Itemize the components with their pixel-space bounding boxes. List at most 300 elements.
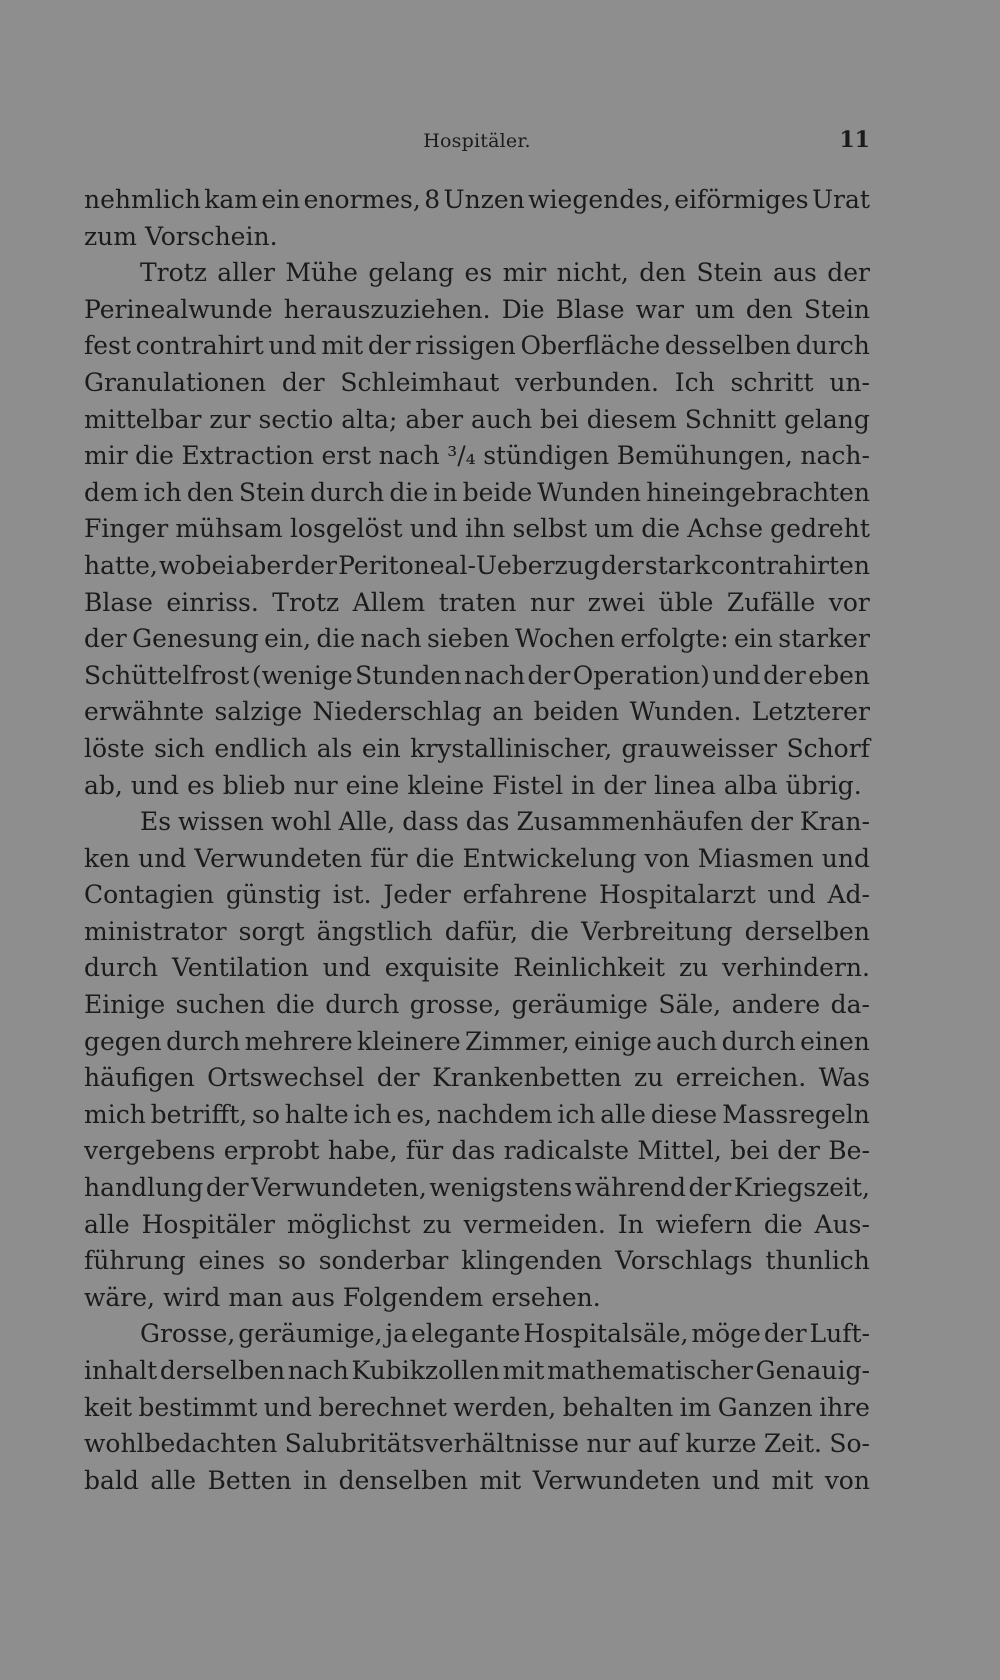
text-line bbox=[84, 1426, 870, 1463]
word: Granulationen bbox=[84, 367, 267, 397]
word: in bbox=[433, 477, 458, 507]
word: verbunden. bbox=[515, 367, 659, 397]
word: nach bbox=[378, 441, 440, 471]
word: während bbox=[574, 1173, 687, 1203]
word: sonderbar bbox=[318, 1246, 449, 1276]
word: möglichst bbox=[286, 1209, 411, 1239]
word: vergebens bbox=[84, 1136, 216, 1166]
word: vor bbox=[828, 587, 870, 617]
word: üble bbox=[658, 587, 714, 617]
text-line bbox=[84, 694, 870, 731]
word: Achse bbox=[687, 514, 763, 544]
word: diese bbox=[650, 1099, 718, 1129]
word: selbst bbox=[512, 514, 588, 544]
text-line bbox=[84, 548, 870, 585]
word: auch bbox=[656, 1026, 718, 1056]
word: Grosse, bbox=[140, 1319, 236, 1349]
text-line bbox=[84, 292, 870, 329]
word: die bbox=[763, 1209, 803, 1239]
page-header bbox=[84, 128, 870, 154]
word: endlich bbox=[214, 733, 308, 763]
word: Kran- bbox=[799, 807, 870, 837]
word: nur bbox=[530, 587, 575, 617]
word: sectio bbox=[258, 404, 334, 434]
word: die bbox=[415, 843, 455, 873]
word: Zusammenhäufen bbox=[516, 807, 744, 837]
word: und bbox=[322, 953, 371, 983]
word: der bbox=[600, 550, 644, 580]
word: Bemühungen, bbox=[616, 441, 793, 471]
word: beiden bbox=[533, 697, 620, 727]
word: und bbox=[711, 1465, 761, 1495]
word: derselben bbox=[744, 916, 870, 946]
word: mit bbox=[502, 1356, 545, 1385]
word: enormes, bbox=[303, 185, 421, 214]
word: losgelöst bbox=[289, 514, 403, 544]
text-line bbox=[84, 511, 870, 548]
word: eine bbox=[345, 770, 400, 800]
word: der bbox=[827, 258, 870, 288]
text-line bbox=[84, 841, 870, 878]
word: und bbox=[263, 1392, 313, 1422]
word: Schnitt bbox=[684, 404, 777, 434]
word: und bbox=[138, 843, 187, 873]
word: Aus- bbox=[814, 1209, 870, 1239]
word: gelang bbox=[368, 258, 455, 288]
word: für bbox=[370, 843, 408, 873]
word: Salubritätsverhältnisse bbox=[284, 1429, 579, 1459]
word: salzige bbox=[214, 697, 303, 727]
word: ein bbox=[361, 733, 401, 763]
text-line bbox=[84, 182, 870, 219]
word: sich bbox=[154, 733, 206, 763]
text-line bbox=[84, 475, 870, 512]
text-line bbox=[84, 731, 870, 768]
word: ken bbox=[84, 843, 131, 873]
word: verhindern. bbox=[722, 953, 870, 983]
word: Contagien bbox=[84, 880, 215, 910]
word: Wunden. bbox=[629, 697, 742, 727]
word: wohl bbox=[270, 807, 332, 837]
word: nach bbox=[360, 624, 422, 654]
text-line bbox=[84, 1463, 870, 1500]
word: möge bbox=[691, 1319, 761, 1349]
word: übrig. bbox=[785, 770, 862, 800]
word: so bbox=[252, 1099, 280, 1129]
word: vermeiden. bbox=[463, 1209, 606, 1239]
word: durch bbox=[310, 477, 385, 507]
word: halte bbox=[284, 1099, 349, 1129]
word: Zeit. bbox=[763, 1429, 822, 1459]
text-line bbox=[84, 1207, 870, 1244]
word: die bbox=[389, 477, 429, 507]
word: für bbox=[405, 1136, 444, 1166]
word: Reinlichkeit bbox=[513, 953, 666, 983]
word: dem bbox=[84, 477, 139, 507]
text-line bbox=[84, 658, 870, 695]
word: und bbox=[409, 514, 458, 544]
word: da- bbox=[830, 990, 870, 1020]
text-line bbox=[84, 328, 870, 365]
word: der bbox=[367, 331, 411, 361]
word: Verwundeten, bbox=[251, 1173, 427, 1203]
word: behalten bbox=[562, 1392, 674, 1422]
word: der bbox=[84, 624, 127, 654]
text-line bbox=[84, 1097, 870, 1134]
word: Ad- bbox=[827, 880, 870, 910]
word: zur bbox=[209, 404, 251, 434]
word: dafür, bbox=[444, 916, 519, 946]
word: alta; bbox=[341, 404, 398, 434]
word: um bbox=[594, 514, 635, 544]
word: der bbox=[281, 367, 325, 397]
word: Alle, bbox=[338, 807, 396, 837]
word: Genesung bbox=[132, 624, 259, 654]
word: herauszuziehen. bbox=[283, 294, 491, 324]
word: nicht, bbox=[556, 258, 629, 288]
word: es bbox=[187, 770, 215, 800]
word: In bbox=[617, 1209, 644, 1239]
word: ängstlich bbox=[316, 916, 433, 946]
word: ein, bbox=[264, 624, 312, 654]
word: bald bbox=[84, 1465, 139, 1495]
word: Verwundeten bbox=[194, 843, 363, 873]
word: wiegendes, bbox=[528, 185, 671, 214]
word: diesem bbox=[586, 404, 677, 434]
word: schritt bbox=[730, 367, 814, 397]
word: Stein bbox=[238, 477, 305, 507]
word: aller bbox=[217, 258, 275, 288]
word: thunlich bbox=[765, 1246, 870, 1276]
word: die bbox=[641, 514, 681, 544]
text-line bbox=[84, 621, 870, 658]
word: auf bbox=[637, 1429, 679, 1459]
word: und bbox=[821, 843, 870, 873]
word: Ortswechsel bbox=[207, 1063, 365, 1093]
word: bestimmt bbox=[138, 1392, 258, 1422]
word: erfolgte: bbox=[620, 624, 729, 654]
word: Trotz bbox=[140, 258, 207, 288]
word: Blase bbox=[84, 587, 153, 617]
word: Stein bbox=[696, 258, 763, 288]
word: Extraction bbox=[181, 441, 314, 471]
word: alle bbox=[150, 1465, 197, 1495]
word: erfahrene bbox=[462, 880, 588, 910]
word: hineingebrachten bbox=[646, 477, 870, 507]
word: Jeder bbox=[383, 880, 451, 910]
word: suchen bbox=[175, 990, 266, 1020]
paragraph-first-line bbox=[84, 255, 870, 292]
word: die bbox=[530, 916, 569, 946]
word: die bbox=[275, 990, 315, 1020]
word: Unzen bbox=[443, 185, 525, 214]
word: von bbox=[824, 1465, 870, 1495]
word: Oberfläche bbox=[520, 331, 661, 361]
word: zwei bbox=[587, 587, 646, 617]
word: die bbox=[135, 441, 174, 471]
word: Ganzen bbox=[717, 1392, 813, 1422]
text-line bbox=[84, 438, 870, 475]
paragraph-first-line bbox=[84, 1316, 870, 1353]
text-line bbox=[84, 219, 870, 256]
word: Folgendem bbox=[342, 1282, 484, 1312]
word: wiefern bbox=[655, 1209, 752, 1239]
word: sieben bbox=[427, 624, 510, 654]
word: aus bbox=[772, 258, 817, 288]
word: exquisite bbox=[384, 953, 500, 983]
word: linea bbox=[654, 770, 716, 800]
word: Zufälle bbox=[726, 587, 816, 617]
word: an bbox=[492, 697, 524, 727]
word: durch bbox=[325, 990, 400, 1020]
word: wenigstens bbox=[429, 1173, 573, 1203]
word: Betten bbox=[207, 1465, 292, 1495]
word: Säle, bbox=[658, 990, 722, 1020]
word: Luft- bbox=[809, 1319, 870, 1349]
word: der bbox=[763, 660, 806, 690]
word: un- bbox=[829, 367, 870, 397]
word: inhalt bbox=[84, 1356, 158, 1385]
word: sorgt bbox=[238, 916, 305, 946]
word: das bbox=[451, 1136, 496, 1166]
word: traten bbox=[438, 587, 517, 617]
word: nach- bbox=[800, 441, 870, 471]
word: wird bbox=[163, 1282, 221, 1312]
word: und bbox=[712, 660, 761, 690]
word: und bbox=[268, 331, 317, 361]
word: es bbox=[464, 258, 493, 288]
word: geräumige bbox=[511, 990, 648, 1020]
word: gegen bbox=[84, 1026, 162, 1056]
word: nehmlich bbox=[84, 185, 201, 214]
word: ich bbox=[143, 477, 182, 507]
word: Kubikzollen bbox=[351, 1356, 501, 1385]
word: der bbox=[750, 807, 793, 837]
word: Ventilation bbox=[172, 953, 309, 983]
word: Kriegszeit, bbox=[733, 1173, 870, 1203]
word: Hospitäler bbox=[141, 1209, 275, 1239]
word: der bbox=[777, 1136, 820, 1166]
word: stündigen bbox=[483, 441, 610, 471]
word: einen bbox=[800, 1026, 870, 1056]
word: als bbox=[316, 733, 353, 763]
word: bei bbox=[730, 1136, 769, 1166]
word: Operation) bbox=[572, 660, 710, 690]
word: mathematischer bbox=[547, 1356, 753, 1385]
word: von bbox=[644, 843, 690, 873]
word: andere bbox=[731, 990, 821, 1020]
word: Finger bbox=[84, 514, 169, 544]
word: der bbox=[688, 1173, 732, 1203]
word: Blase bbox=[555, 294, 625, 324]
word: Vorschlags bbox=[615, 1246, 753, 1276]
word: durch bbox=[166, 1026, 241, 1056]
word: der bbox=[376, 1063, 420, 1093]
word: Fistel bbox=[492, 770, 564, 800]
word: nach bbox=[287, 1356, 349, 1385]
word: durch bbox=[795, 331, 870, 361]
word: und bbox=[767, 880, 816, 910]
word: Miasmen bbox=[697, 843, 814, 873]
word: derselben bbox=[159, 1356, 286, 1385]
word: geräumige, bbox=[238, 1319, 383, 1349]
word: habe, bbox=[327, 1136, 398, 1166]
word: Mühe bbox=[285, 258, 358, 288]
word: durch bbox=[84, 953, 159, 983]
word: Allem bbox=[352, 587, 426, 617]
word: den bbox=[745, 294, 793, 324]
word: den bbox=[639, 258, 687, 288]
word: Zimmer, bbox=[464, 1026, 570, 1056]
word: ist. bbox=[332, 880, 372, 910]
word: der bbox=[527, 660, 571, 690]
word: zu bbox=[678, 953, 709, 983]
paragraph-first-line bbox=[84, 804, 870, 841]
word: Stunden bbox=[355, 660, 462, 690]
word: Wunden bbox=[537, 477, 642, 507]
word: mich bbox=[84, 1099, 146, 1129]
word: ja bbox=[385, 1319, 409, 1349]
word: erst bbox=[321, 441, 372, 471]
word: ³/₄ bbox=[447, 441, 476, 471]
text-line bbox=[84, 987, 870, 1024]
page-number: 11 bbox=[839, 127, 870, 153]
word: betrifft, bbox=[150, 1099, 248, 1129]
word: klingenden bbox=[461, 1246, 603, 1276]
word: nur bbox=[586, 1429, 631, 1459]
word: Die bbox=[501, 294, 545, 324]
text-line bbox=[84, 950, 870, 987]
word: alle bbox=[84, 1209, 130, 1239]
word: wohlbedachten bbox=[84, 1429, 278, 1459]
word: bei bbox=[540, 404, 579, 434]
word: erwähnte bbox=[84, 697, 205, 727]
word: contrahirt bbox=[135, 331, 264, 361]
word: Hospitalarzt bbox=[599, 880, 756, 910]
text-line bbox=[84, 1024, 870, 1061]
text-line bbox=[84, 1390, 870, 1427]
word: wäre, bbox=[84, 1282, 155, 1312]
word: berechnet bbox=[318, 1392, 447, 1422]
word: Mittel, bbox=[637, 1136, 722, 1166]
word: kleine bbox=[407, 770, 485, 800]
word: man bbox=[228, 1282, 284, 1312]
word: Vorschein. bbox=[144, 221, 278, 251]
word: mit bbox=[479, 1465, 522, 1495]
word: mir bbox=[502, 258, 547, 288]
word: Letzterer bbox=[751, 697, 870, 727]
word: nach bbox=[463, 660, 526, 690]
word: keit bbox=[84, 1392, 132, 1422]
word: alle bbox=[600, 1099, 646, 1129]
word: war bbox=[635, 294, 684, 324]
word: handlung bbox=[84, 1173, 204, 1203]
word: ab, bbox=[84, 770, 123, 800]
word: gedreht bbox=[770, 514, 870, 544]
text-line bbox=[84, 877, 870, 914]
word: 8 bbox=[424, 185, 441, 214]
word: mit bbox=[771, 1465, 814, 1495]
word: krystallinischer, bbox=[410, 733, 613, 763]
word: der bbox=[294, 550, 337, 580]
text-line bbox=[84, 1170, 870, 1207]
word: die bbox=[316, 624, 356, 654]
word: ein bbox=[261, 185, 301, 214]
word: erprobt bbox=[223, 1136, 320, 1166]
word: blieb bbox=[222, 770, 286, 800]
word: günstig bbox=[225, 880, 321, 910]
word: auch bbox=[470, 404, 533, 434]
word: Wochen bbox=[514, 624, 615, 654]
word: kurze bbox=[685, 1429, 757, 1459]
word: zu bbox=[634, 1063, 664, 1093]
word: mit bbox=[321, 331, 364, 361]
word: Krankenbetten bbox=[432, 1063, 622, 1093]
word: Be- bbox=[828, 1136, 870, 1166]
word: alba bbox=[723, 770, 778, 800]
word: wissen bbox=[178, 807, 264, 837]
word: rissigen bbox=[415, 331, 516, 361]
word: werden, bbox=[453, 1392, 557, 1422]
word: der bbox=[205, 1173, 249, 1203]
body-text bbox=[84, 182, 870, 1499]
word: ich bbox=[353, 1099, 392, 1129]
word: zu bbox=[422, 1209, 452, 1239]
word: führung bbox=[84, 1246, 186, 1276]
word: Verwundeten bbox=[532, 1465, 701, 1495]
word: dass bbox=[402, 807, 459, 837]
word: das bbox=[465, 807, 510, 837]
text-line bbox=[84, 585, 870, 622]
word: wobei bbox=[159, 550, 235, 580]
text-line bbox=[84, 365, 870, 402]
word: (wenige bbox=[251, 660, 353, 690]
word: Was bbox=[818, 1063, 870, 1093]
word: eines bbox=[198, 1246, 266, 1276]
text-line bbox=[84, 402, 870, 439]
word: häufigen bbox=[84, 1063, 195, 1093]
word: ihre bbox=[819, 1392, 870, 1422]
word: ersehen. bbox=[491, 1282, 601, 1312]
word: so bbox=[277, 1246, 306, 1276]
word: grosse, bbox=[409, 990, 502, 1020]
word: Perinealwunde bbox=[84, 294, 273, 324]
word: Einige bbox=[84, 990, 166, 1020]
word: der bbox=[763, 1319, 807, 1349]
word: in bbox=[303, 1465, 328, 1495]
word: eiförmiges bbox=[674, 185, 809, 214]
word: starker bbox=[778, 624, 870, 654]
word: zum bbox=[84, 221, 137, 251]
word: Schüttelfrost bbox=[84, 660, 250, 690]
word: Stein bbox=[803, 294, 870, 324]
text-line bbox=[84, 1353, 870, 1390]
word: mühsam bbox=[175, 514, 283, 544]
text-line bbox=[84, 1060, 870, 1097]
word: Hospitalsäle, bbox=[523, 1319, 689, 1349]
running-head: Hospitäler. bbox=[423, 130, 531, 152]
word: und bbox=[130, 770, 180, 800]
word: den bbox=[186, 477, 234, 507]
word: mittelbar bbox=[84, 404, 202, 434]
word: Massregeln bbox=[722, 1099, 870, 1129]
word: es, bbox=[396, 1099, 432, 1129]
word: ein bbox=[734, 624, 773, 654]
word: elegante bbox=[411, 1319, 521, 1349]
word: hatte, bbox=[84, 550, 158, 580]
word: nur bbox=[293, 770, 338, 800]
word: Verbreitung bbox=[581, 916, 733, 946]
